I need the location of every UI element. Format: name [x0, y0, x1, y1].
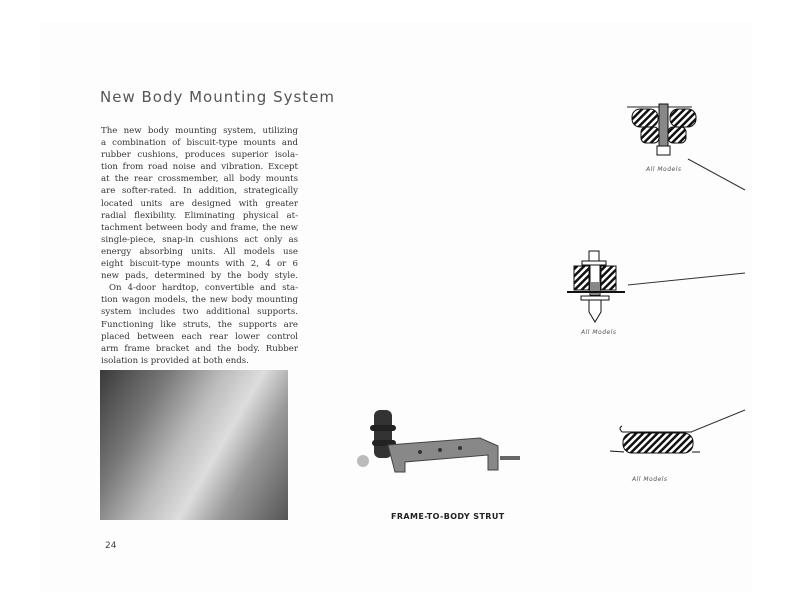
text-line: energy absorbing units. All models use: [101, 246, 298, 257]
text-line: arm frame bracket and the body. Rubber: [101, 343, 298, 354]
mount-diagram-3: [610, 410, 745, 453]
text-line: radial flexibility. Eliminating physical at-: [101, 210, 298, 221]
text-line: tion wagon models, the new body mounting: [101, 295, 298, 306]
text-line: The new body mounting system, utilizing: [101, 126, 298, 136]
mount-diagram-1: [627, 104, 745, 190]
text-line: at the rear crossmember, all body mounts: [101, 174, 298, 185]
text-line: On 4-door hardtop, convertible and sta-: [109, 283, 298, 294]
text-line: tachment between body and frame, the new: [101, 222, 298, 233]
text-line: are softer-rated. In addition, strategically: [101, 186, 298, 197]
diagram-label: All Models: [646, 166, 682, 173]
diagram-label: All Models: [632, 476, 668, 483]
page-number: 24: [105, 541, 117, 551]
text-line: rubber cushions, produces superior isola-: [101, 150, 298, 161]
text-line: isolation is provided at both ends.: [101, 355, 249, 366]
text-line: a combination of biscuit-type mounts and: [101, 138, 298, 149]
diagram-label: All Models: [581, 329, 617, 336]
text-line: located units are designed with greater: [101, 198, 298, 209]
mount-diagram-2: [567, 251, 745, 322]
text-line: system includes two additional supports.: [101, 307, 298, 318]
strut-caption: FRAME-TO-BODY STRUT: [391, 512, 505, 521]
frame-to-body-strut-illustration: [357, 410, 520, 472]
text-line: Functioning like struts, the supports are: [101, 319, 298, 330]
text-line: eight biscuit-type mounts with 2, 4 or 6: [101, 259, 298, 270]
text-line: placed between each rear lower control: [101, 331, 298, 342]
text-line: new pads, determined by the body style.: [101, 271, 298, 282]
page-title: New Body Mounting System: [100, 88, 336, 106]
text-line: single-piece, snap-in cushions act only as: [101, 234, 298, 245]
text-line: tion from road noise and vibration. Except: [101, 162, 298, 173]
